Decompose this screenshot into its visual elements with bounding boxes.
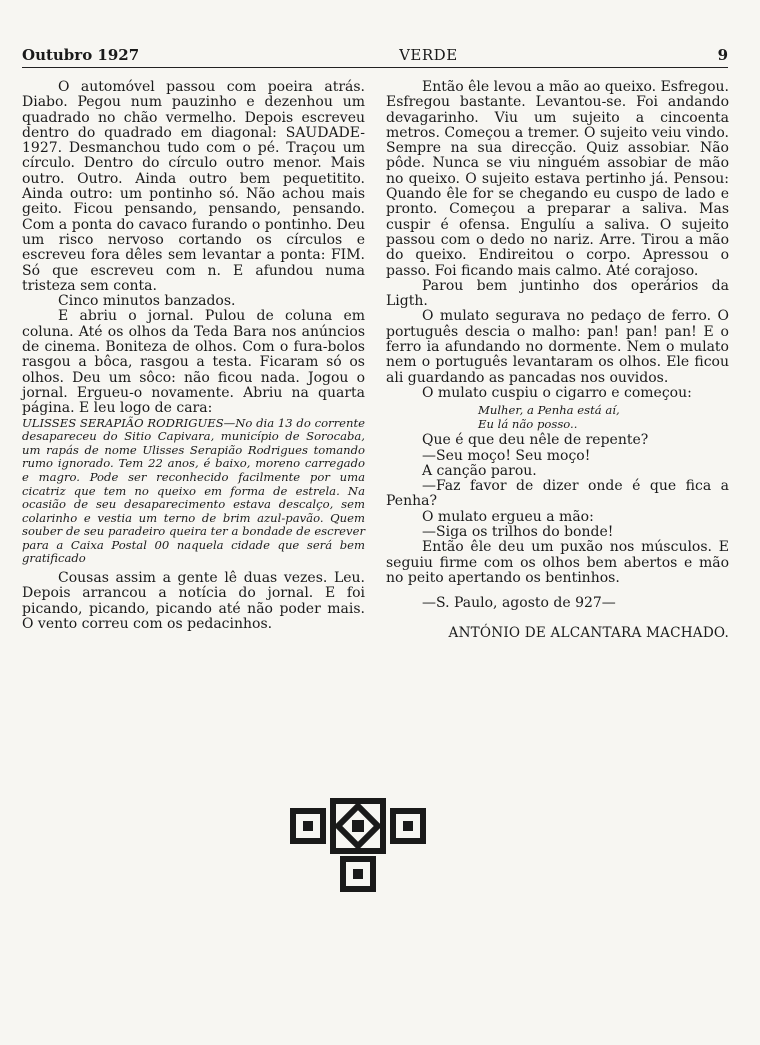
dateline: —S. Paulo, agosto de 927—: [422, 595, 616, 612]
paragraph: Cinco minutos banzados.: [58, 293, 236, 310]
header-date: Outubro 1927: [22, 46, 140, 64]
left-column: [22, 80, 365, 632]
geometric-squares-ornament-icon: [290, 797, 426, 897]
paragraph: A canção parou.: [422, 462, 537, 479]
verse-line: Mulher, a Penha está aí,: [478, 403, 620, 418]
paragraph: O mulato cuspiu o cigarro e começou:: [422, 384, 692, 401]
paragraph: Parou bem juntinho dos operários da Ligth.: [386, 277, 729, 310]
author-signature: ANTÓNIO DE ALCANTARA MACHADO.: [448, 624, 729, 641]
header-title: VERDE: [399, 46, 458, 64]
paragraph: Cousas assim a gente lê duas vezes. Leu. Depois arrancou a notícia do jornal. E foi picando, picando, picando até não poder mais. O vento correu com os pedacinhos.: [22, 570, 365, 632]
paragraph: Então êle deu um puxão nos músculos. E seguiu firme com os olhos bem abertos e mão no peito apertando os bentinhos.: [386, 539, 729, 586]
page-header: [22, 46, 728, 68]
paragraph: —Faz favor de dizer onde é que fica a Penha?: [386, 478, 729, 510]
right-column: [386, 80, 729, 641]
paragraph: O mulato segurava no pedaço de ferro. O português descia o malho: pan! pan! pan! E o ferro ia afundando no dormente. Nem o mulato nem o português levantaram os olhos. Ele ficou ali guardando as pancadas nos ouvidos.: [386, 308, 729, 386]
page-number: 9: [717, 46, 728, 64]
verse-line: Eu lá não posso..: [478, 417, 578, 432]
paragraph: —Seu moço! Seu moço!: [422, 447, 591, 464]
paragraph: —Siga os trilhos do bonde!: [422, 524, 614, 541]
song-verse: [478, 403, 729, 431]
paragraph: O mulato ergueu a mão:: [422, 508, 594, 525]
paragraph: Que é que deu nêle de repente?: [422, 432, 649, 449]
paragraph: Então êle levou a mão ao queixo. Esfregou. Esfregou bastante. Levantou-se. Foi andando devagarinho. Viu um sujeito a cincoenta metros. Começou a tremer. O sujeito veiu vindo. Sempre na sua direcção. Quiz assobiar. Não pôde. Nunca se viu ninguém assobiar de mão no queixo. O sujeito estava pertinho já. Pensou: Quando êle for se chegando eu cuspo de lado e pronto. Começou a preparar a saliva. Mas cuspir é ofensa. Engulíu a saliva. O sujeito passou com o dedo no nariz. Arre. Tirou a mão do queixo. Endireitou o corpo. Apressou o passo. Foi ficando mais calmo. Até corajoso.: [386, 79, 729, 279]
paragraph: E abriu o jornal. Pulou de coluna em coluna. Até os olhos da Teda Bara nos anúncios de cinema. Boniteza de olhos. Com o fura-bolos rasgou a bôca, rasgou a testa. Ficaram só os olhos. Deu um sôco: não ficou nada. Jogou o jornal. Ergueu-o novamente. Abriu na quarta página. E leu logo de cara:: [22, 308, 365, 417]
newspaper-notice: ULISSES SERAPIÃO RODRIGUES—No dia 13 do corrente desapareceu do Sitio Capivara, município de Sorocaba, um rapás de nome Ulisses Serapião Rodrigues tomando rumo ignorado. Tem 22 anos, é baixo, moreno carregado e magro. Pode ser reconhecido facilmente por uma cicatriz que tem no queixo em forma de estrela. Na ocasião de seu desaparecimento estava descalço, sem colarinho e vestia um terno de brim azul-pavão. Quem souber de seu paradeiro queira ter a bondade de escrever para a Caixa Postal 00 naquela cidade que será bem gratificado: [22, 415, 365, 566]
paragraph: O automóvel passou com poeira atrás. Diabo. Pegou num pauzinho e dezenhou um quadrado no chão vermelho. Depois escreveu dentro do quadrado em diagonal: SAUDADE-1927. Desmanchou tudo com o pé. Traçou um círculo. Dentro do círculo outro menor. Mais outro. Outro. Ainda outro bem pequetitito. Ainda outro: um pontinho só. Não achou mais geito. Ficou pensando, pensando, pensando. Com a ponta do cavaco furando o pontinho. Deu um risco nervoso cortando os círculos e escreveu fora dêles sem levantar a ponta: FIM. Só que escreveu com n. E afundou numa tristeza sem conta.: [22, 79, 365, 294]
